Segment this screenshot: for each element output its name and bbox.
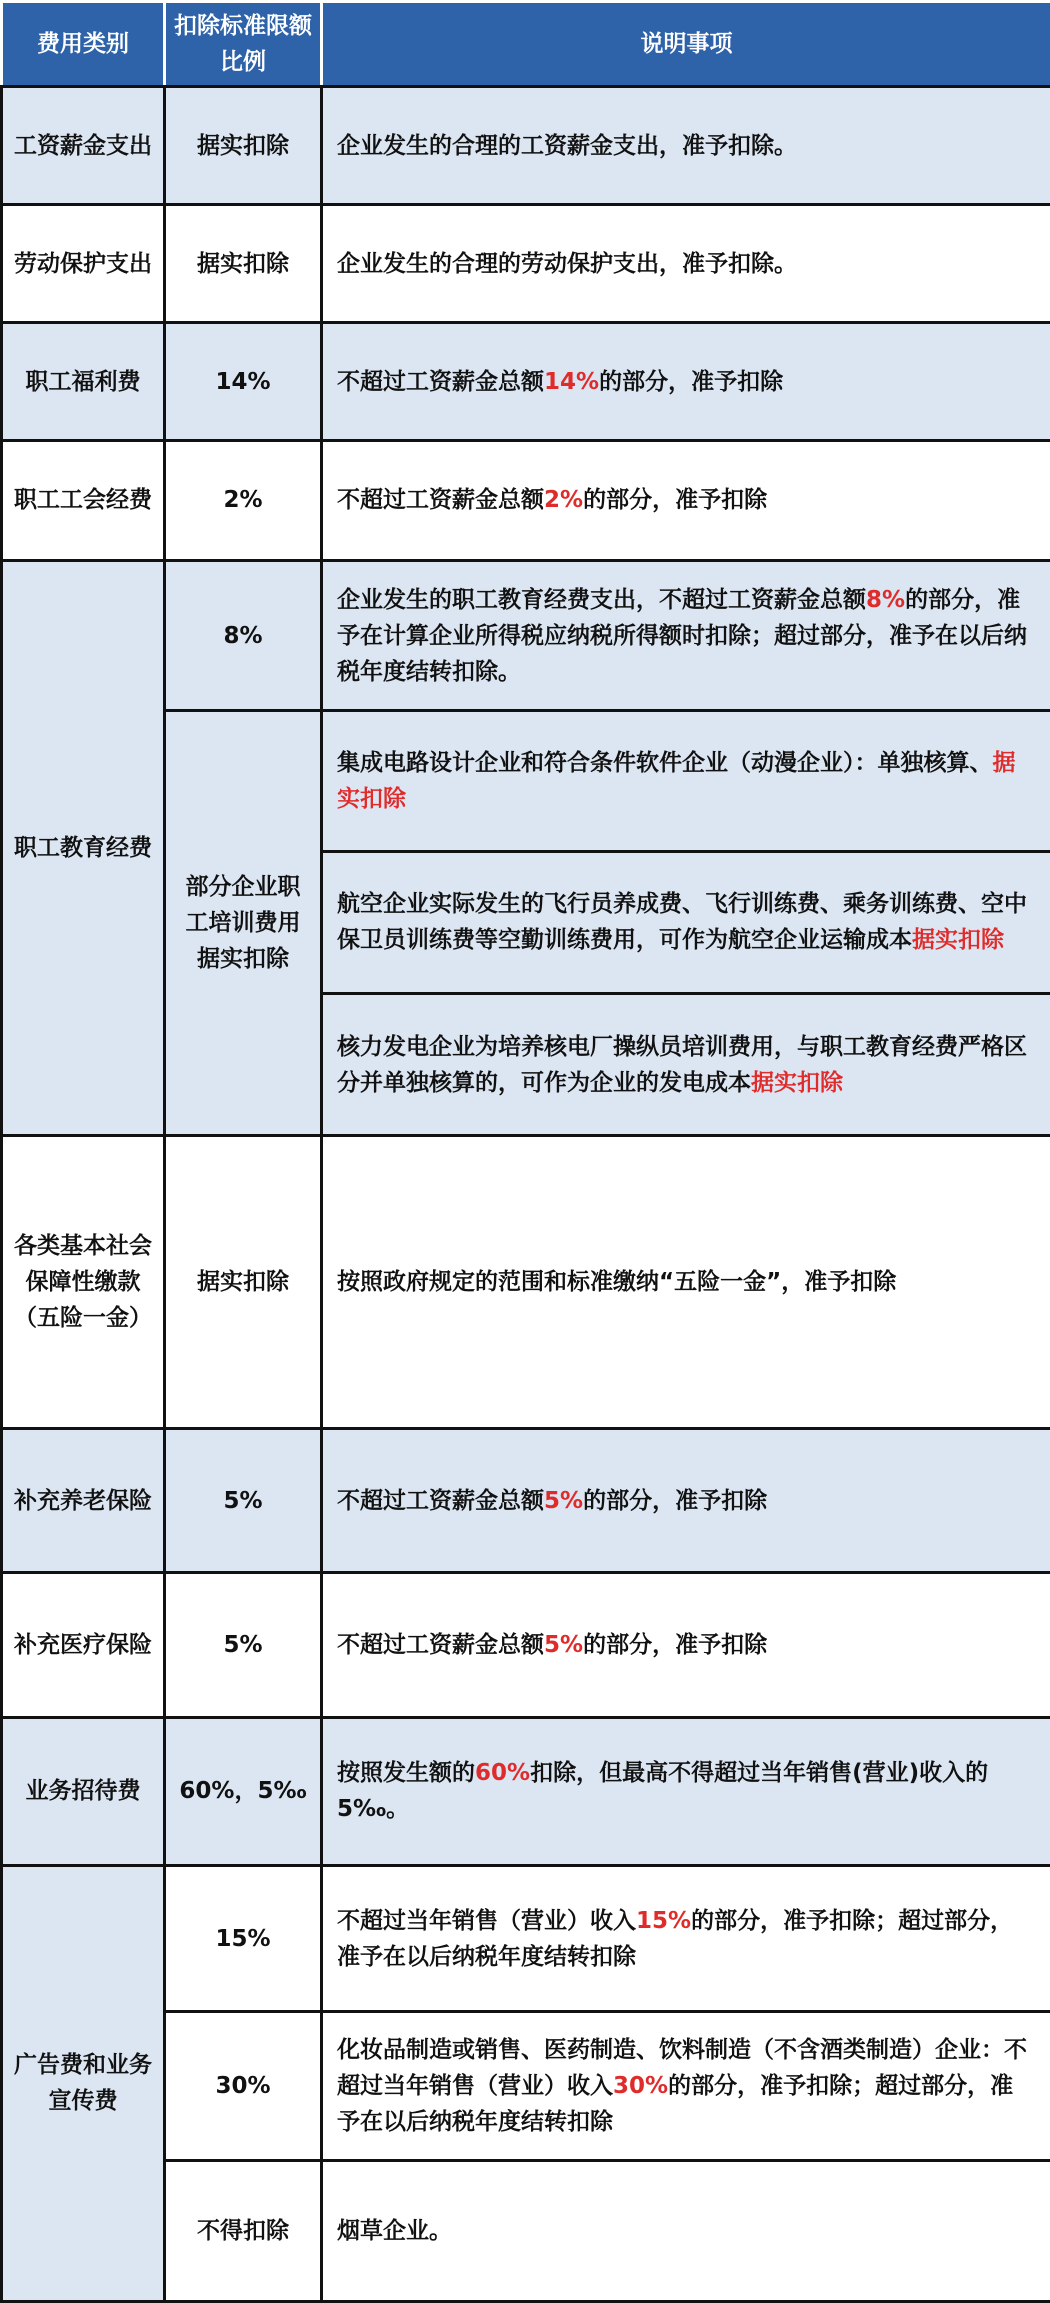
description-cell: [322, 1865, 1050, 2011]
description-text: 核力发电企业为培养核电厂操纵员培训费用，与职工教育经费严格区分并单独核算的，可作为企业的发电成本: [337, 1033, 1027, 1096]
table-row-union: [2, 441, 1050, 561]
header-row: [2, 2, 1050, 87]
standard-cell: 据实扣除: [165, 1136, 322, 1429]
table-row-advertising: [2, 1865, 1050, 2011]
standard-cell: 5%: [165, 1573, 322, 1717]
description-text: 的部分，准予扣除: [599, 368, 784, 395]
category-cell: 补充养老保险: [2, 1428, 165, 1572]
table-row-labor: [2, 205, 1050, 323]
header-description: 说明事项: [322, 2, 1050, 87]
description-text: 扣除，但最高不得超过当年销售(营业)收入的5‰。: [337, 1760, 989, 1823]
description-cell: 按照政府规定的范围和标准缴纳“五险一金”，准予扣除: [322, 1136, 1050, 1429]
highlight-text: 14%: [544, 368, 600, 395]
highlight-text: 据实扣除: [337, 749, 1016, 812]
highlight-text: 15%: [636, 1907, 692, 1934]
highlight-text: 8%: [866, 586, 906, 613]
highlight-text: 据实扣除: [912, 927, 1004, 954]
description-text: 的部分，准予扣除: [583, 1631, 768, 1658]
table-row-entertainment: [2, 1717, 1050, 1865]
table-row-education: [2, 560, 1050, 710]
description-cell: [322, 323, 1050, 441]
highlight-text: 2%: [544, 487, 584, 514]
standard-cell: 部分企业职工培训费用据实扣除: [165, 711, 322, 1136]
highlight-text: 60%: [475, 1760, 531, 1787]
category-cell: 补充医疗保险: [2, 1573, 165, 1717]
description-text: 不超过工资薪金总额: [337, 368, 544, 395]
standard-cell: 据实扣除: [165, 87, 322, 205]
description-text: 航空企业实际发生的飞行员养成费、飞行训练费、乘务训练费、空中保卫员训练费等空勤训练费用，可作为航空企业运输成本: [337, 891, 1027, 954]
description-text: 按照发生额的: [337, 1760, 475, 1787]
description-text: 企业发生的职工教育经费支出，不超过工资薪金总额: [337, 586, 866, 613]
table-row-social: [2, 1136, 1050, 1429]
standard-cell: 2%: [165, 441, 322, 561]
table-row-medical: [2, 1573, 1050, 1717]
description-cell: [322, 1717, 1050, 1865]
description-text: 的部分，准予扣除: [583, 487, 768, 514]
description-cell: [322, 560, 1050, 710]
description-text: 不超过当年销售（营业）收入: [337, 1907, 636, 1934]
description-text: 的部分，准予在计算企业所得税应纳税所得额时扣除；超过部分，准予在以后纳税年度结转扣除。: [337, 586, 1027, 685]
standard-cell: 8%: [165, 560, 322, 710]
category-cell: 业务招待费: [2, 1717, 165, 1865]
category-cell: 职工教育经费: [2, 560, 165, 1135]
standard-cell: 14%: [165, 323, 322, 441]
description-cell: [322, 1428, 1050, 1572]
description-text: 化妆品制造或销售、医药制造、饮料制造（不含酒类制造）企业：不超过当年销售（营业）收入: [337, 2036, 1027, 2099]
description-cell: [322, 2012, 1050, 2160]
standard-cell: 30%: [165, 2012, 322, 2160]
description-cell: 烟草企业。: [322, 2160, 1050, 2301]
description-text: 的部分，准予扣除: [583, 1487, 768, 1514]
category-cell: 劳动保护支出: [2, 205, 165, 323]
description-text: 不超过工资薪金总额: [337, 1631, 544, 1658]
category-cell: 广告费和业务宣传费: [2, 1865, 165, 2301]
category-cell: 各类基本社会保障性缴款（五险一金）: [2, 1136, 165, 1429]
standard-cell: 5%: [165, 1428, 322, 1572]
standard-cell: 15%: [165, 1865, 322, 2011]
description-cell: 企业发生的合理的劳动保护支出，准予扣除。: [322, 205, 1050, 323]
table-row-welfare: [2, 323, 1050, 441]
description-text: 不超过工资薪金总额: [337, 1487, 544, 1514]
description-cell: [322, 441, 1050, 561]
category-cell: 职工工会经费: [2, 441, 165, 561]
description-text: 的部分，准予扣除；超过部分，准予在以后纳税年度结转扣除: [337, 2072, 1014, 2135]
description-cell: 企业发生的合理的工资薪金支出，准予扣除。: [322, 87, 1050, 205]
description-cell: [322, 711, 1050, 851]
highlight-text: 30%: [613, 2072, 669, 2099]
highlight-text: 5%: [544, 1631, 584, 1658]
category-cell: 工资薪金支出: [2, 87, 165, 205]
description-cell: [322, 993, 1050, 1135]
standard-cell: 据实扣除: [165, 205, 322, 323]
category-cell: 职工福利费: [2, 323, 165, 441]
description-text: 的部分，准予扣除；超过部分，准予在以后纳税年度结转扣除: [337, 1907, 1014, 1970]
header-standard: 扣除标准限额比例: [165, 2, 322, 87]
highlight-text: 5%: [544, 1487, 584, 1514]
header-category: 费用类别: [2, 2, 165, 87]
description-cell: [322, 1573, 1050, 1717]
description-text: 不超过工资薪金总额: [337, 487, 544, 514]
standard-cell: 60%，5‰: [165, 1717, 322, 1865]
table-row-pension: [2, 1428, 1050, 1572]
description-text: 集成电路设计企业和符合条件软件企业（动漫企业）：单独核算、: [337, 749, 993, 776]
description-cell: [322, 851, 1050, 993]
highlight-text: 据实扣除: [751, 1069, 843, 1096]
table-row-wages: [2, 87, 1050, 205]
standard-cell: 不得扣除: [165, 2160, 322, 2301]
